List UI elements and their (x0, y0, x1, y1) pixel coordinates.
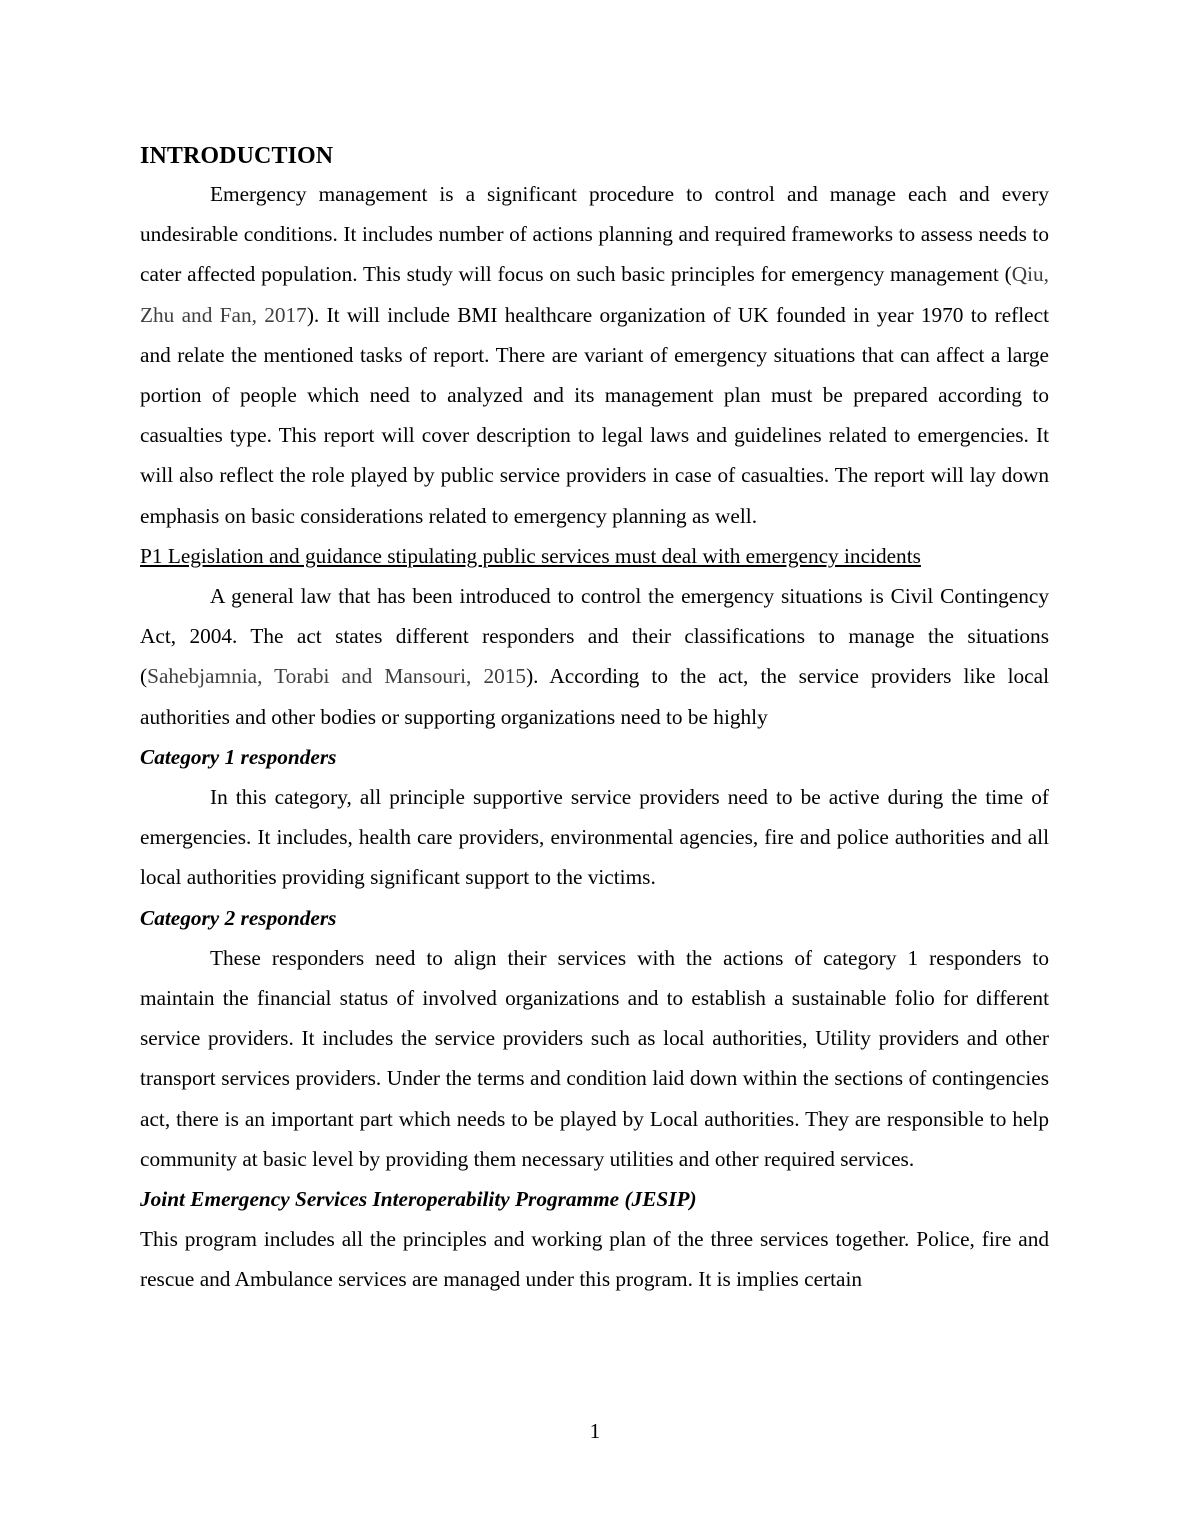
jesip-paragraph: This program includes all the principles and working plan of the three services together. Police, fire and rescue and Ambulance services are managed under this program. It is implies certain (140, 1227, 1049, 1292)
page-number: 1 (589, 1419, 601, 1443)
intro-text-part1: Emergency management is a significant procedure to control and manage each and every undesirable conditions. It includes number of actions planning and required frameworks to assess needs to cater affected population. This study will focus on such basic principles for emergency management ( (140, 182, 1049, 287)
category2-paragraph: These responders need to align their services with the actions of category 1 responders to maintain the financial status of involved organizations and to establish a sustainable folio for different service providers. It includes the service providers such as local authorities, Utility providers and other transport services providers. Under the terms and condition laid down within the sections of contingencies act, there is an important part which needs to be played by Local authorities. They are responsible to help community at basic level by providing them necessary utilities and other required services. (140, 945, 1049, 1171)
p1-text-part2: ). According to the act, the service providers like local authorities and other bodies or supporting organizations need to be highly (140, 664, 1049, 729)
jesip-heading: Joint Emergency Services Interoperability Programme (JESIP) (140, 1187, 697, 1212)
p1-paragraph (140, 576, 1049, 737)
p1-citation: Sahebjamnia, Torabi and Mansouri, 2015 (147, 664, 527, 689)
section-title-introduction: INTRODUCTION (140, 143, 334, 169)
intro-citation: Qiu, Zhu and Fan, 2017 (140, 262, 1049, 327)
category1-heading: Category 1 responders (140, 744, 337, 769)
category2-heading: Category 2 responders (140, 905, 337, 930)
intro-paragraph (140, 174, 1049, 536)
category1-paragraph: In this category, all principle supportive service providers need to be active during the time of emergencies. It includes, health care providers, environmental agencies, fire and police authorities and all local authorities providing significant support to the victims. (140, 785, 1049, 890)
p1-text-part1: A general law that has been introduced to control the emergency situations is Civil Contingency Act, 2004. The act states different responders and their classifications to manage the situations ( (140, 584, 1049, 689)
intro-text-part2: ). It will include BMI healthcare organization of UK founded in year 1970 to reflect and relate the mentioned tasks of report. There are variant of emergency situations that can affect a large portion of people which need to analyzed and its management plan must be prepared according to casualties type. This report will cover description to legal laws and guidelines related to emergencies. It will also reflect the role played by public service providers in case of casualties. The report will lay down emphasis on basic considerations related to emergency planning as well. (140, 302, 1049, 528)
p1-section-heading: P1 Legislation and guidance stipulating public services must deal with emergency incidents (140, 543, 921, 568)
document-page (140, 138, 1049, 1300)
